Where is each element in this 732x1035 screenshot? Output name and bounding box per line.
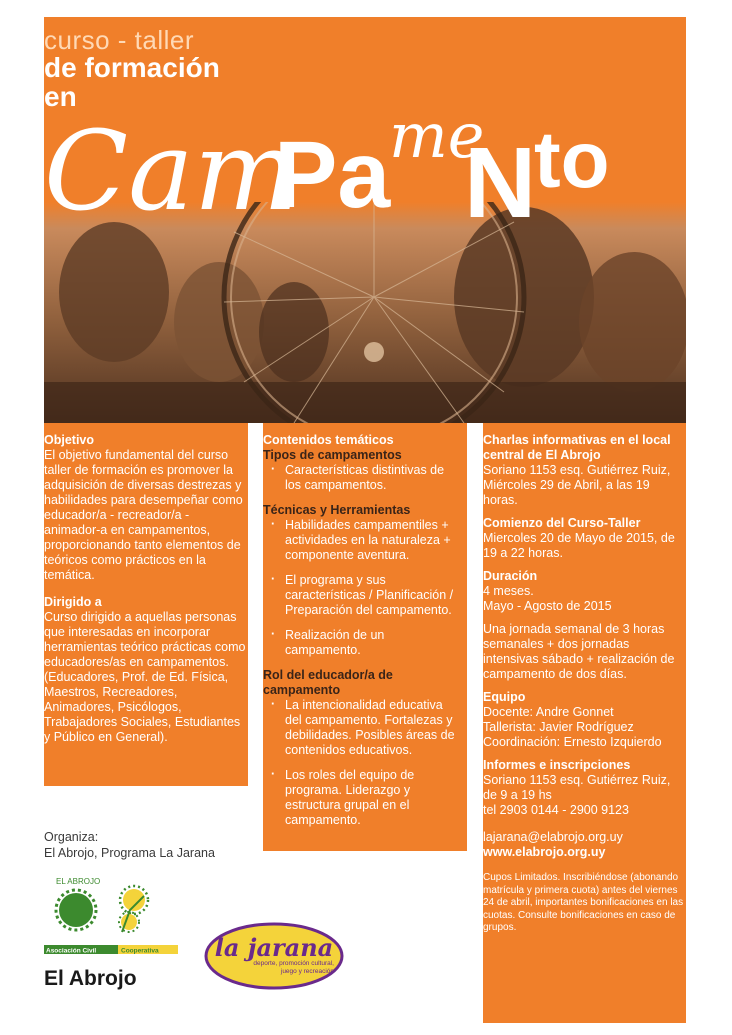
organiza-text: El Abrojo, Programa La Jarana — [44, 846, 215, 860]
list-item: · Habilidades campamentiles + actividades en la naturaleza + componente aventura. — [271, 518, 461, 563]
informes-line: de 9 a 19 hs — [483, 788, 552, 802]
campamento-letters-pa: Pa — [274, 122, 391, 228]
column-right — [483, 423, 686, 1023]
campamento-letters-ca: Cam — [44, 107, 299, 235]
la-jarana-logo — [204, 922, 344, 990]
cupos-text: Cupos Limitados. Inscribiéndose (abonando matrícula y primera cuota) antes del viernes 24 de abril, importantes bonificaciones en las cuotas. Consulte bonificaciones en caso de grupos. — [483, 872, 684, 933]
column-left — [44, 423, 248, 786]
header-banner — [44, 17, 686, 423]
email-link[interactable]: lajarana@elabrojo.org.uy — [483, 830, 623, 844]
tecnicas-heading: Técnicas y Herramientas — [263, 503, 411, 517]
web-link[interactable]: www.elabrojo.org.uy — [483, 845, 606, 859]
tecnicas-list — [263, 518, 465, 658]
equipo-heading: Equipo — [483, 690, 526, 704]
comienzo-heading: Comienzo del Curso-Taller — [483, 516, 641, 530]
title-line-3: en — [44, 81, 77, 112]
list-item: · La intencionalidad educativa del campamento. Fortalezas y debilidades. Posibles áreas de contenidos educativos. — [271, 698, 461, 758]
objetivo-text: El objetivo fundamental del curso taller de formación es promover la adquisición de diversas destrezas y habilidades para desempeñar como educador/a - recreador/a - animador-a en campamentos, proporcionando tanto elementos de teóricos como prácticos en la temática. — [44, 448, 243, 582]
dirigido-text: Curso dirigido a aquellas personas que interesadas en incorporar herramientas teórico prácticas como educadores/as en campamentos. (Educadores, Prof. de Ed. Física, Maestros, Recreadores, Animadores, Psicólogos, Trabajadores Sociales, Estudiantes y Público en General). — [44, 610, 246, 744]
campamento-letters-to: to — [534, 115, 610, 204]
list-item: · Características distintivas de los campamentos. — [271, 463, 461, 493]
informes-line: tel 2903 0144 - 2900 9123 — [483, 803, 629, 817]
duracion-text-2: Mayo - Agosto de 2015 — [483, 599, 612, 613]
campamento-letters-me: me — [389, 99, 485, 172]
jarana-tag: deporte, promoción cultural, juego y recreación — [253, 960, 334, 975]
duracion-heading: Duración — [483, 569, 538, 583]
logo-arc-text: EL ABROJO — [56, 877, 101, 886]
equipo-line: Tallerista: Javier Rodríguez — [483, 720, 634, 734]
tipos-list — [263, 463, 465, 493]
rol-heading: Rol del educador/a de campamento — [263, 668, 393, 697]
organiza-label: Organiza: — [44, 830, 99, 844]
comienzo-text: Miercoles 20 de Mayo de 2015, de 19 a 22 horas. — [483, 531, 675, 560]
title-line-1: curso - taller — [44, 25, 195, 55]
tipos-heading: Tipos de campamentos — [263, 448, 402, 462]
informes-heading: Informes e inscripciones — [483, 758, 631, 772]
dirigido-heading: Dirigido a — [44, 595, 102, 609]
logo-band-left: Asociación Civil — [46, 947, 97, 955]
list-item: · Realización de un campamento. — [271, 628, 461, 658]
jarana-name: la jarana — [214, 933, 334, 962]
charlas-text: Soriano 1153 esq. Gutiérrez Ruiz, Miércoles 29 de Abril, a las 19 horas. — [483, 463, 671, 507]
objetivo-heading: Objetivo — [44, 433, 95, 447]
equipo-line: Docente: Andre Gonnet — [483, 705, 614, 719]
organiza-block — [44, 829, 215, 861]
title-line-2: de formación — [44, 52, 220, 83]
charlas-heading: Charlas informativas en el local central de El Abrojo — [483, 433, 671, 462]
list-item: · Los roles del equipo de programa. Liderazgo y estructura grupal en el campamento. — [271, 768, 461, 828]
logo-band-right: Cooperativa — [121, 947, 159, 955]
informes-line: Soriano 1153 esq. Gutiérrez Ruiz, — [483, 773, 671, 787]
logo-name: El Abrojo — [44, 967, 137, 990]
list-item: · El programa y sus características / Planificación / Preparación del campamento. — [271, 573, 461, 618]
contenidos-heading: Contenidos temáticos — [263, 433, 394, 447]
column-middle — [263, 423, 467, 851]
equipo-line: Coordinación: Ernesto Izquierdo — [483, 735, 662, 749]
campamento-title — [44, 97, 686, 237]
campamento-letters-n: N — [464, 127, 537, 237]
jornada-text: Una jornada semanal de 3 horas semanales + dos jornadas intensivas sábado + realización de campamento de dos días. — [483, 622, 675, 681]
rol-list — [263, 698, 465, 828]
duracion-text-1: 4 meses. — [483, 584, 534, 598]
